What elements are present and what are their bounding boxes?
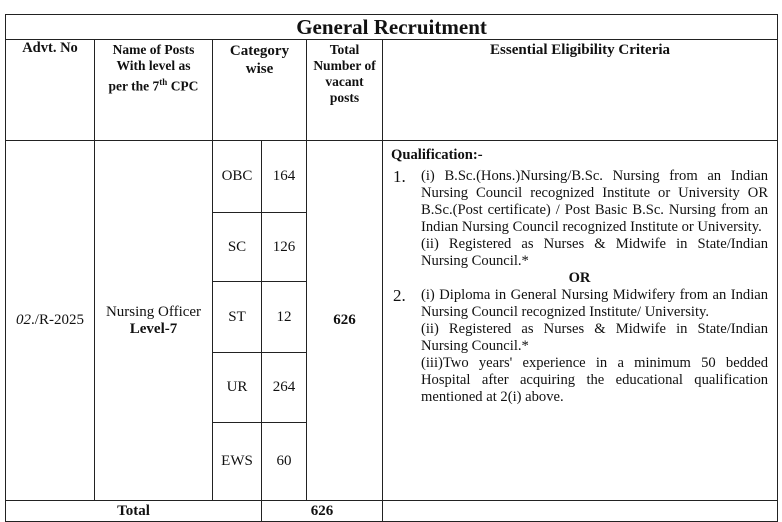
category-name: OBC [213, 141, 262, 213]
total-vacant-value: 626 [307, 141, 383, 501]
criteria-text: (ii) Registered as Nurses & Midwife in State/Indian Nursing Council.* [421, 321, 769, 354]
post-name: Nursing Officer Level-7 [95, 141, 213, 501]
criteria-text: (ii) Registered as Nurses & Midwife in State/Indian Nursing Council.* [421, 236, 769, 269]
recruitment-table [5, 14, 778, 522]
total-label: Total [6, 501, 262, 522]
category-name: UR [213, 353, 262, 423]
category-count: 12 [262, 282, 307, 353]
total-value: 626 [262, 501, 383, 522]
criteria-item-number: 2. [393, 286, 406, 305]
total-empty-cell [383, 501, 778, 522]
header-category: Category wise [213, 40, 307, 141]
header-criteria: Essential Eligibility Criteria [383, 40, 778, 141]
qualification-heading: Qualification:- [391, 147, 483, 163]
advt-number [6, 141, 95, 501]
header-total-vacant: Total Number of vacant posts [307, 40, 383, 141]
criteria-item-1 [391, 168, 768, 270]
criteria-or: OR [568, 270, 591, 286]
criteria-item-2 [391, 287, 768, 406]
criteria-text: (iii)Two years' experience in a minimum 50 bedded Hospital after acquiring the educational qualification mentioned at 2(i) above. [421, 355, 769, 405]
category-name: ST [213, 282, 262, 353]
criteria-item-number: 1. [393, 167, 406, 186]
category-name: SC [213, 213, 262, 282]
category-count: 164 [262, 141, 307, 213]
eligibility-criteria [383, 141, 778, 501]
category-name: EWS [213, 423, 262, 501]
advt-handwritten: 02 [16, 312, 32, 328]
header-posts: Name of Posts With level as per the 7th CPC [95, 40, 213, 141]
table-title: General Recruitment [6, 15, 778, 40]
header-advt-no: Advt. No [6, 40, 95, 141]
category-count: 126 [262, 213, 307, 282]
criteria-text: (i) B.Sc.(Hons.)Nursing/B.Sc. Nursing from an Indian Nursing Council recognized Institute or University OR B.Sc.(Post certificate) / Post Basic B.Sc. Nursing from an Indian Nursing Council recognized Institute or University. [421, 168, 769, 235]
category-count: 60 [262, 423, 307, 501]
category-count: 264 [262, 353, 307, 423]
advt-suffix: ./R-2025 [31, 312, 84, 328]
criteria-text: (i) Diploma in General Nursing Midwifery from an Indian Nursing Council recognized Institute/ University. [421, 287, 769, 320]
